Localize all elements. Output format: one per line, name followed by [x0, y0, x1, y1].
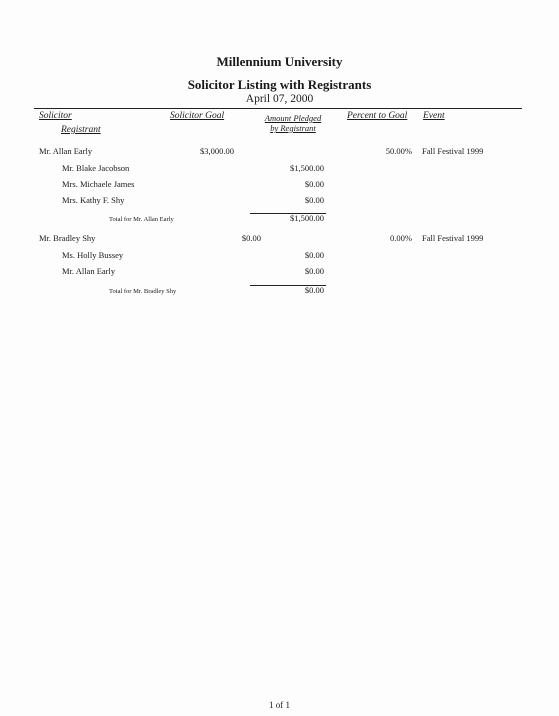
solicitor-percent: 50.00% [385, 146, 412, 156]
report-title: Solicitor Listing with Registrants [187, 77, 372, 92]
subtotal-label: Total for Mr. Bradley Shy [109, 288, 177, 295]
registrant-amount: $0.00 [304, 179, 324, 189]
page-number: 1 of 1 [269, 700, 290, 710]
registrant-amount: $0.00 [304, 266, 324, 276]
registrant-name: Mr. Blake Jacobson [62, 163, 130, 173]
header-amount-pledged-2: by Registrant [270, 123, 316, 133]
organization-name: Millennium University [216, 54, 343, 69]
subtotal-amount: $1,500.00 [290, 213, 324, 223]
registrant-name: Mr. Allan Early [62, 266, 116, 276]
registrant-amount: $0.00 [304, 195, 324, 205]
solicitor-event: Fall Festival 1999 [422, 233, 484, 243]
subtotal-label: Total for Mr. Allan Early [109, 216, 174, 223]
registrant-name: Mrs. Kathy F. Shy [62, 195, 125, 205]
registrant-name: Mrs. Michaele James [62, 179, 135, 189]
header-percent-to-goal: Percent to Goal [347, 111, 408, 121]
solicitor-name: Mr. Allan Early [39, 146, 93, 156]
solicitor-event: Fall Festival 1999 [422, 146, 484, 156]
header-registrant: Registrant [61, 125, 101, 135]
report-date: April 07, 2000 [245, 93, 314, 105]
solicitor-goal: $3,000.00 [200, 146, 234, 156]
header-solicitor: Solicitor [39, 111, 72, 121]
header-solicitor-goal: Solicitor Goal [170, 111, 225, 121]
header-top-rule [34, 108, 522, 109]
registrant-amount: $0.00 [304, 250, 324, 260]
solicitor-percent: 0.00% [390, 233, 412, 243]
header-event: Event [423, 111, 445, 121]
registrant-amount: $1,500.00 [290, 163, 324, 173]
registrant-name: Ms. Holly Bussey [62, 250, 124, 260]
solicitor-name: Mr. Bradley Shy [39, 233, 96, 243]
subtotal-amount: $0.00 [304, 285, 324, 295]
solicitor-goal: $0.00 [241, 233, 261, 243]
header-amount-pledged-1: Amount Pledged [264, 113, 322, 123]
